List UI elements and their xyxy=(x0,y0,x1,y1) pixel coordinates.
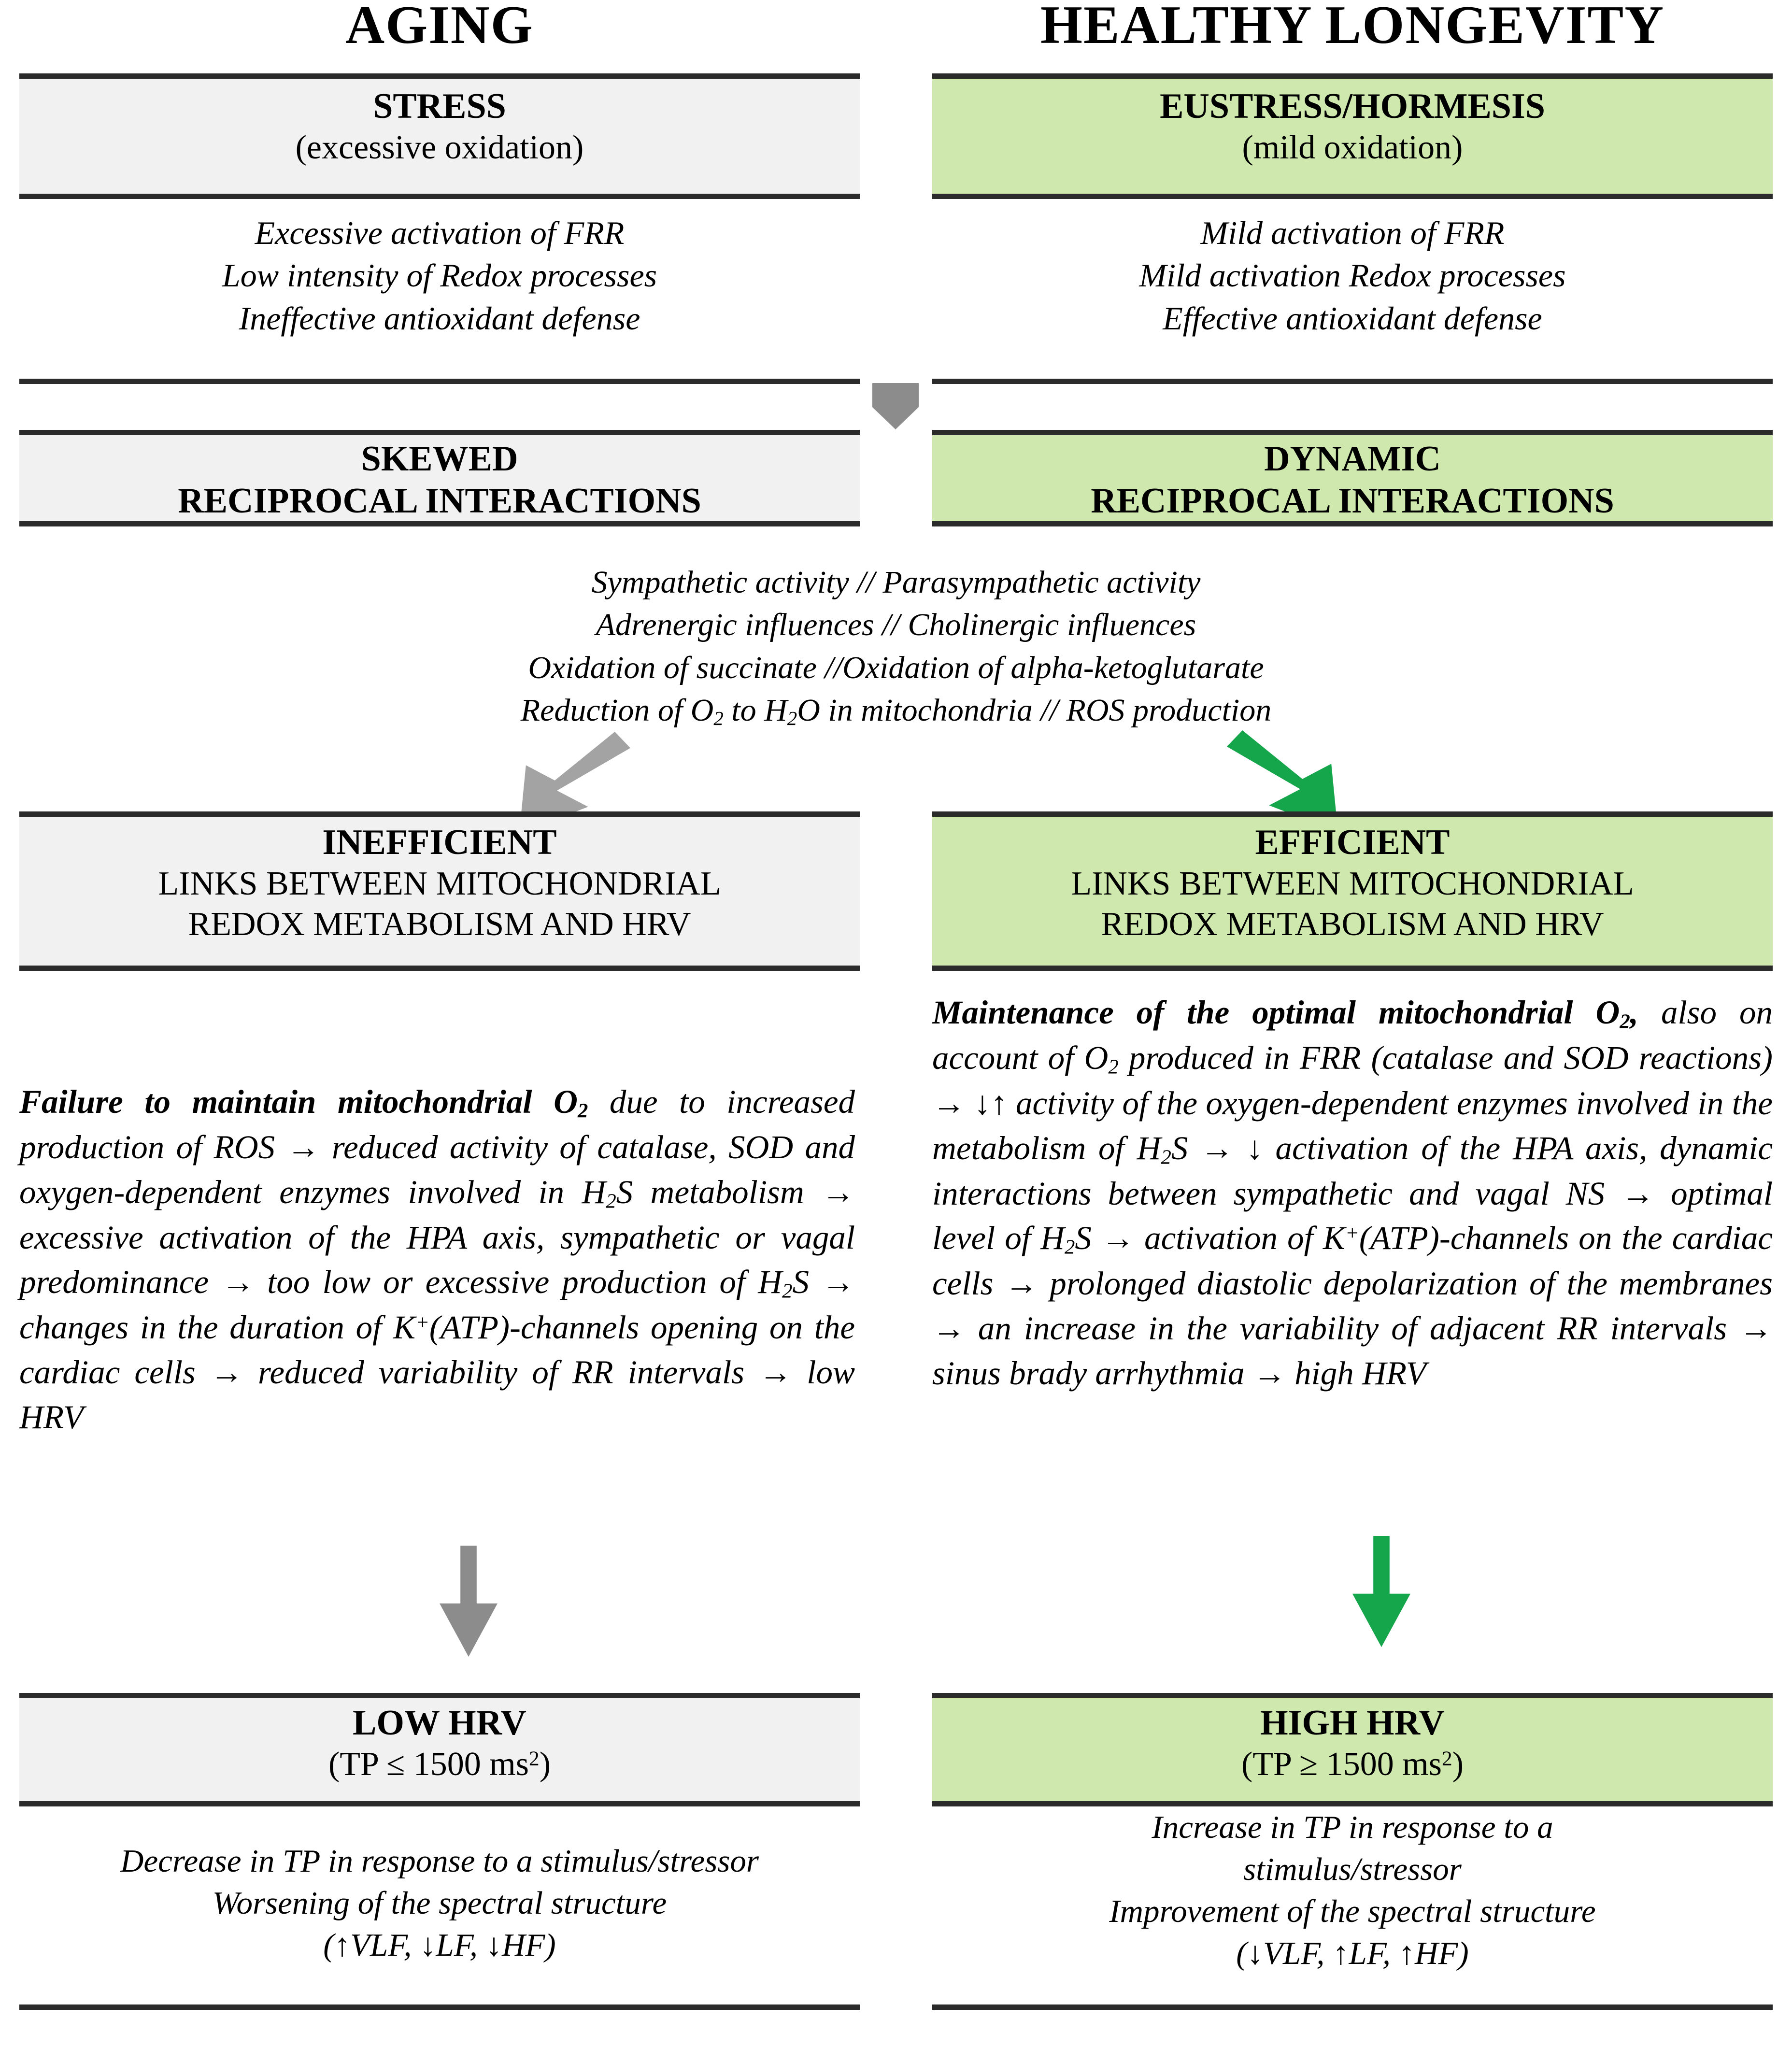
list-item: Sympathetic activity // Parasympathetic activity xyxy=(591,565,1201,600)
aging-section1-rule xyxy=(19,379,860,384)
high-hrv-title: HIGH HRV xyxy=(1260,1703,1445,1743)
inefficient-links-box xyxy=(19,811,860,971)
longevity-paragraph-text: Maintenance of the optimal mitochondrial $O_2$, also on account of $O_2$ produced in FRR (catalase and SOD reactions) → ↓↑ activity of the oxygen-dependent enzymes involved in the metabolism of $H_2S$ → ↓ activation of the HPA axis, dynamic interactions between sympathetic and vagal NS → optimal level of $H_2S$ → activation of K+(ATP)-channels on the cardiac cells → prolonged diastolic depolarization of the membranes → an increase in the variability of adjacent RR intervals → sinus brady arrhythmia → high HRV xyxy=(932,994,1773,1392)
list-item: Mild activation of FRR xyxy=(1200,214,1505,251)
longevity-bottom-rule xyxy=(932,2004,1773,2010)
list-item: Improvement of the spectral structure xyxy=(1109,1893,1596,1930)
list-item: Decrease in TP in response to a stimulus/stressor xyxy=(120,1843,759,1879)
stress-subtitle: (excessive oxidation) xyxy=(295,129,584,167)
list-item: Low intensity of Redox processes xyxy=(222,257,657,294)
aging-hrv-footer xyxy=(19,1840,860,1966)
longevity-mechanism-paragraph xyxy=(932,990,1773,1396)
aging-stress-bullets xyxy=(19,212,860,340)
efficient-line2: LINKS BETWEEN MITOCHONDRIAL xyxy=(1071,865,1634,903)
down-pentagon-connector-icon xyxy=(872,383,919,429)
list-item: Effective antioxidant defense xyxy=(1163,299,1542,337)
low-hrv-box xyxy=(19,1693,860,1806)
column-header-healthy-longevity xyxy=(932,0,1773,54)
low-hrv-value: (TP ≤ 1500 $ms^2$) xyxy=(328,1746,551,1783)
list-item: Oxidation of succinate //Oxidation of alpha-ketoglutarate xyxy=(528,650,1264,685)
list-item: stimulus/stressor xyxy=(1243,1851,1462,1888)
eustress-title: EUSTRESS/HORMESIS xyxy=(1160,86,1545,126)
high-hrv-box xyxy=(932,1693,1773,1806)
aging-title: AGING xyxy=(345,0,534,55)
green-arrow-down-icon xyxy=(1352,1536,1410,1647)
longevity-hrv-footer xyxy=(932,1806,1773,1975)
list-item: Ineffective antioxidant defense xyxy=(239,299,640,337)
dynamic-reciprocal-box xyxy=(932,430,1773,526)
inefficient-line3: REDOX METABOLISM AND HRV xyxy=(188,906,691,943)
list-item: Increase in TP in response to a xyxy=(1152,1809,1553,1845)
skewed-line1: SKEWED xyxy=(361,439,518,479)
list-item: Excessive activation of FRR xyxy=(255,214,625,251)
stress-title: STRESS xyxy=(373,86,506,126)
longevity-eustress-bullets xyxy=(932,212,1773,340)
longevity-section1-rule xyxy=(932,379,1773,384)
efficient-line3: REDOX METABOLISM AND HRV xyxy=(1101,906,1604,943)
low-hrv-title: LOW HRV xyxy=(353,1703,526,1743)
skewed-reciprocal-box xyxy=(19,430,860,526)
aging-mechanism-paragraph xyxy=(19,1080,855,1440)
inefficient-line2: LINKS BETWEEN MITOCHONDRIAL xyxy=(158,865,721,903)
list-item: (↑VLF, ↓LF, ↓HF) xyxy=(323,1927,556,1963)
gray-arrow-down-icon xyxy=(440,1546,498,1657)
eustress-subtitle: (mild oxidation) xyxy=(1242,129,1463,167)
list-item: Mild activation Redox processes xyxy=(1139,257,1566,294)
reciprocal-interaction-lines xyxy=(0,561,1792,732)
aging-bottom-rule xyxy=(19,2004,860,2010)
inefficient-label: INEFFICIENT xyxy=(322,823,557,862)
eustress-box xyxy=(932,73,1773,199)
list-item: Adrenergic influences // Cholinergic influences xyxy=(596,607,1196,643)
column-header-aging xyxy=(19,0,860,54)
dynamic-line1: DYNAMIC xyxy=(1264,439,1441,479)
list-item: (↓VLF, ↑LF, ↑HF) xyxy=(1236,1935,1469,1972)
list-item: Worsening of the spectral structure xyxy=(212,1885,667,1921)
dynamic-line2: RECIPROCAL INTERACTIONS xyxy=(1091,481,1614,521)
efficient-label: EFFICIENT xyxy=(1255,823,1450,862)
list-item: Reduction of $O_2$ to $H_2O$ in mitochondria // ROS production xyxy=(520,693,1272,730)
healthy-longevity-title: HEALTHY LONGEVITY xyxy=(1040,0,1665,55)
aging-paragraph-text: Failure to maintain mitochondrial $O_2$ due to increased production of ROS → reduced activity of catalase, SOD and oxygen-dependent enzymes involved in $H_2S$ metabolism → excessive activation of the HPA axis, sympathetic or vagal predominance → too low or excessive production of $H_2S$ → changes in the duration of K+(ATP)-channels opening on the cardiac cells → reduced variability of RR intervals → low HRV xyxy=(19,1083,855,1436)
efficient-links-box xyxy=(932,811,1773,971)
high-hrv-value: (TP ≥ 1500 $ms^2$) xyxy=(1241,1746,1464,1783)
stress-box xyxy=(19,73,860,199)
skewed-line2: RECIPROCAL INTERACTIONS xyxy=(178,481,701,521)
